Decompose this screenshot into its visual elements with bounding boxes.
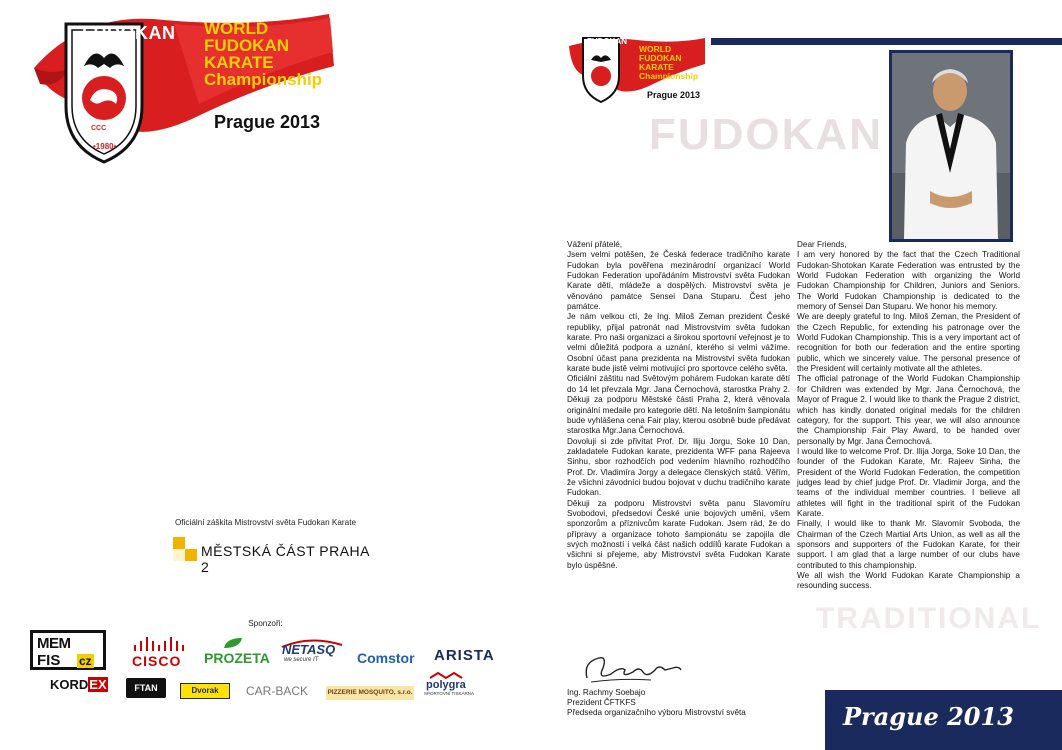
sponsor-kordex-logo: KORDEX	[50, 677, 107, 692]
sponsor-comstor-logo: Comstor	[357, 650, 415, 666]
signatory-title: Prezident ČFTKFS	[567, 698, 636, 708]
watermark-fudokan: FUDOKAN	[649, 110, 883, 159]
czech-paragraph: Je nám velkou ctí, že Ing. Miloš Zeman prezident České republiky, přijal patronát nad Mistrovstvím světa fudokan karate. Pro naši organizaci a širokou sportovní veřejnost je to velmi důležitá podpora a uznání, kterého si velmi vážíme. Osobní účast pana prezidenta na Mistrovství světa fudokan karate bude jistě velmi motivující pro sportovce celého světa.	[567, 312, 790, 374]
praha-mark-icon	[173, 537, 185, 549]
logo-small-fudokan-text: FUDOKAN	[587, 37, 627, 46]
logo-small-championship-text: Championship	[639, 71, 699, 81]
czech-salutation: Vážení přátelé,	[567, 240, 623, 249]
cisco-bars-icon	[132, 637, 188, 653]
czech-paragraph: Oficiální záštitu nad Světovým pohárem Fudokan karate dětí do 14 let převzala Mgr. Jana Černochová, starostka Prahy 2. Děkuji za podporu Městské části Praha 2, která věnovala originální medaile pro kategorie dětí. Na letošním šampionátu bude vyhlášena cena Fair play, kterou osobně bude předávat starostka Mgr.Jana Černochová.	[567, 374, 791, 436]
logo-year-text: •1980•	[93, 142, 117, 151]
president-photo	[889, 50, 1013, 242]
sponsors-label: Sponzoři:	[248, 619, 283, 628]
english-paragraph: I would like to welcome Prof. Dr. Ilija Jorga, Soke 10 Dan, the founder of the Fudokan Karate, Mr. Rajeev Sinha, the President of the World Fudokan Federation, the competition judges lead by chief judge Prof. Dr. Vladimir Jorga, and the teams of the individual member countries. I believe all athletes will fight in the traditional spirit of the Fudokan Karate.	[797, 446, 1020, 518]
sponsor-cisco-logo: CISCO	[132, 637, 188, 669]
czech-paragraph: Děkuji za podporu Mistrovství světa panu Slavomíru Svobodovi, předsedovi České unie bojových umění, všem sponzorům a příznivcům karate Fudokan. Jsem rád, že do přípravy a organizace tohoto šampionátu se zapojila dle svých možností i velká část našich oddílů karate Fudokan a všichni si přejeme, aby Mistrovství světa Fudokan Karate bylo úspěšné.	[567, 498, 790, 570]
signatory-role: Předseda organizačního výboru Mistrovství světa	[567, 708, 746, 718]
logo-small-karate-text: KARATE	[639, 62, 674, 72]
logo-fudokan2-text: FUDOKAN	[204, 36, 289, 55]
logo-small-prague-text: Prague 2013	[647, 90, 701, 100]
logo-small-world-text: WORLD	[639, 44, 672, 54]
watermark-traditional: TRADITIONAL	[816, 602, 1042, 635]
sponsor-dvorak-logo: Dvorak	[180, 683, 230, 699]
sponsor-polygra-logo: polygra SPORTOVNÍ TISKÁRNA	[424, 672, 468, 700]
english-column	[797, 240, 1020, 592]
footer-blue-block	[825, 690, 1062, 750]
logo-fudokan-text: FUDOKAN	[82, 23, 176, 43]
sponsor-carback-logo: CAR-BACK	[246, 684, 309, 698]
leaf-icon	[222, 636, 246, 650]
praha-2-text: MĚSTSKÁ ČÁST PRAHA 2	[201, 543, 370, 575]
english-paragraph: Finally, I would like to thank Mr. Slavomír Svoboda, the Chairman of the Czech Martial Arts Union, as well as all the sponsors and supporters of the Fudokan Karate, for their support. I am glad that a large number of our clubs have contributed to this championship.	[797, 519, 1020, 570]
sponsor-ftan-logo: FTAN	[126, 678, 166, 698]
svg-text:CCC: CCC	[91, 125, 107, 132]
sponsor-pizzerie-logo: PIZZERIE MOSQUITO, s.r.o.	[326, 686, 414, 700]
left-page: CCC FUDOKAN WORLD FUDOKAN KARATE Championship Prague 2013 •1980• Oficiální záškita Mistrovství světa Fudokan Karate MĚSTSKÁ ČÁST PRAHA 2 Sponzoři: MEM FIS cz CISCO PROZETA NETASQ we secure IT Comstor ARISTA KORDEX FTAN Dvorak CAR-BACK PIZZERIE MOSQUITO, s.r.o. polygra SPORTOVNÍ TISKÁRNA	[0, 0, 531, 750]
logo-world-text: WORLD	[204, 19, 269, 38]
czech-paragraph: Jsem velmi potěšen, že Česká federace tradičního karate Fudokan byla pověřena mezinárodní organizací World Fudokan Federation upořádáním Mistrovství světa Fudokan Karate dětí, mládeže a dospělých. Mistrovství světa je věnováno památce Sensei Dana Stuparu. Čest jeho památce.	[567, 250, 790, 312]
footer-prague-text: Prague 2013	[843, 702, 1014, 731]
patronage-label: Oficiální záškita Mistrovství světa Fudokan Karate	[174, 518, 357, 527]
logo-championship-text: Championship	[204, 70, 323, 89]
header-blue-bar	[711, 38, 1062, 45]
signature-block	[567, 688, 746, 719]
logo-prague-text: Prague 2013	[214, 112, 321, 132]
handwritten-signature	[581, 648, 701, 688]
praha-2-logo	[173, 537, 373, 575]
english-salutation: Dear Friends,	[797, 240, 847, 249]
english-paragraph: I am very honored by the fact that the Czech Traditional Fudokan-Shotokan Karate Federation was entrusted by the World Fudokan Federation with organizing the World Fudokan Championship for Children, Juniors and Seniors. The World Fudokan Championship is dedicated to the memory of Sensei Dan Stuparu. We honor his memory.	[797, 250, 1020, 312]
english-paragraph: The official patronage of the World Fudokan Championship for Children was extended by Mgr. Jana Černochová, the Mayor of Prague 2. I would like to thank the Prague 2 district, which has kindly donated original medals for the children category, for the support. This year, we will also announce the Championship Fair Play Award, to be handed over personally by Mgr. Jana Černochová.	[797, 374, 1020, 446]
english-paragraph: We all wish the World Fudokan Karate Championship a resounding success.	[797, 571, 1020, 591]
championship-logo-small	[567, 36, 707, 104]
czech-paragraph: Dovoluji si zde přivítat Prof. Dr. Iliju Jorgu, Soke 10 Dan, zakladatele Fudokan karate, prezidenta WFF pana Rajeeva Sinhu, sbor rozhodčích pod vedením hlavního rozhodčího Prof. Dr. Vladimíra Jorgy a delegace členských států. Věřím, že všichni závodníci budou bojovat v duchu tradičního karate Fudokan.	[567, 436, 790, 498]
signatory-name: Ing. Rachmy Soebajo	[567, 688, 646, 697]
portrait-image	[892, 53, 1010, 239]
sponsor-arista-logo: ARISTA	[434, 647, 495, 664]
right-page	[531, 0, 1062, 750]
english-paragraph: We are deeply grateful to Ing. Miloš Zeman, the President of the Czech Republic, for extending his patronage over the World Fudokan Championship. This is a very important act of recognition for both our federation and the entire sporting public, which we sincerely value. The personal presence of the President will certainly motivate all the athletes.	[797, 312, 1020, 374]
championship-logo	[24, 6, 354, 166]
sponsor-memfis-logo: MEM FIS cz	[30, 630, 106, 670]
logo-small-fudokan2-text: FUDOKAN	[639, 53, 682, 63]
logo-karate-text: KARATE	[204, 53, 274, 72]
czech-column	[567, 240, 790, 571]
